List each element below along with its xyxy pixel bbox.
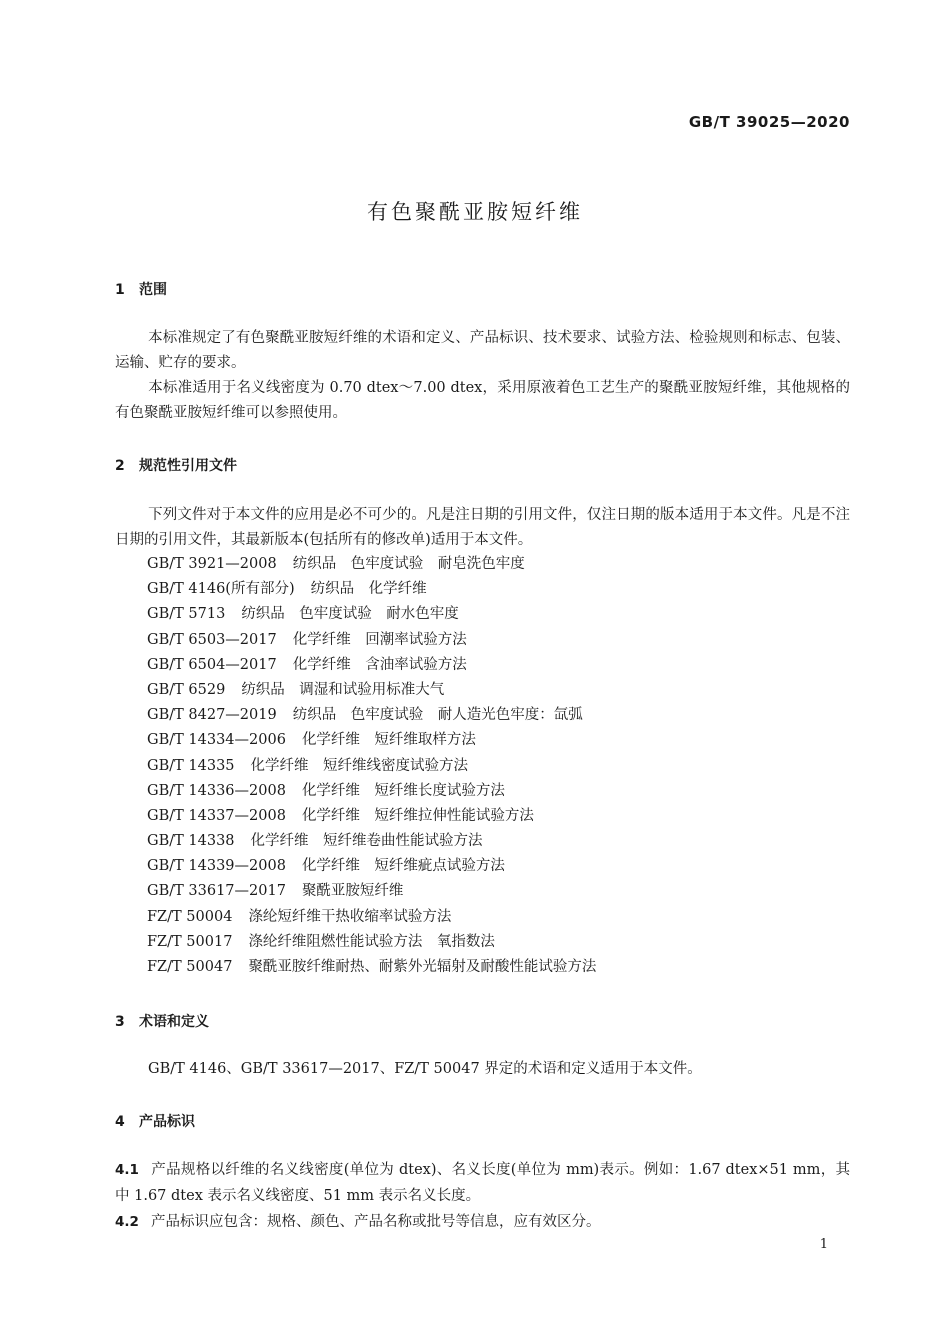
section-title: 范围 — [139, 282, 167, 298]
reference-item — [147, 678, 596, 703]
paragraph-text: 本标准规定了有色聚酰亚胺短纤维的术语和定义、产品标识、技术要求、试验方法、检验规则和标志、包装、运输、贮存的要求。 — [115, 330, 850, 371]
reference-title: 纺织品 化学纤维 — [310, 581, 427, 598]
reference-code: GB/T 14339—2008 — [147, 858, 286, 875]
paragraph-references-intro — [115, 503, 850, 553]
reference-item — [147, 829, 596, 854]
reference-item — [147, 552, 596, 577]
reference-list — [147, 552, 596, 980]
reference-title: 化学纤维 短纤维疵点试验方法 — [301, 858, 505, 875]
reference-item — [147, 854, 596, 879]
document-code: GB/T 39025—2020 — [688, 113, 850, 131]
clause-text: 产品标识应包含：规格、颜色、产品名称或批号等信息，应有效区分。 — [151, 1214, 601, 1230]
reference-code: FZ/T 50004 — [147, 908, 233, 925]
reference-title: 化学纤维 短纤维卷曲性能试验方法 — [250, 833, 483, 850]
reference-item — [147, 879, 596, 904]
reference-title: 化学纤维 短纤维取样方法 — [301, 732, 476, 749]
reference-code: GB/T 4146(所有部分) — [147, 581, 295, 598]
paragraph-scope-2 — [115, 376, 850, 426]
reference-item — [147, 577, 596, 602]
reference-title: 纺织品 色牢度试验 耐人造光色牢度：氙弧 — [292, 707, 583, 724]
clause-number: 4.2 — [115, 1214, 139, 1230]
section-heading-normative-references — [115, 455, 237, 475]
reference-code: GB/T 8427—2019 — [147, 707, 277, 724]
clause-4-2 — [115, 1209, 850, 1235]
reference-item — [147, 955, 596, 980]
clause-4-1 — [115, 1157, 850, 1209]
reference-item — [147, 703, 596, 728]
section-title: 产品标识 — [139, 1114, 195, 1130]
reference-code: GB/T 14335 — [147, 757, 235, 774]
reference-code: GB/T 33617—2017 — [147, 883, 286, 900]
reference-item — [147, 653, 596, 678]
reference-title: 化学纤维 含油率试验方法 — [292, 656, 467, 673]
section-number: 4 — [115, 1114, 125, 1130]
section-heading-product-marking — [115, 1111, 195, 1131]
clause-text: 产品规格以纤维的名义线密度(单位为 dtex)、名义长度(单位为 mm)表示。例如：1.67 dtex×51 mm，其中 1.67 dtex 表示名义线密度、51 mm 表示名义长度。 — [115, 1162, 850, 1204]
reference-code: FZ/T 50047 — [147, 959, 233, 975]
reference-item — [147, 728, 596, 753]
paragraph-text: 本标准适用于名义线密度为 0.70 dtex～7.00 dtex，采用原液着色工艺生产的聚酰亚胺短纤维，其他规格的有色聚酰亚胺短纤维可以参照使用。 — [115, 380, 850, 421]
reference-item — [147, 930, 596, 955]
reference-code: FZ/T 50017 — [147, 933, 233, 950]
section-number: 3 — [115, 1014, 125, 1030]
reference-code: GB/T 6503—2017 — [147, 631, 277, 648]
section-heading-terms — [115, 1011, 209, 1031]
section-title: 术语和定义 — [139, 1014, 209, 1030]
reference-title: 聚酰亚胺纤维耐热、耐紫外光辐射及耐酸性能试验方法 — [248, 959, 597, 975]
reference-item — [147, 628, 596, 653]
clause-number: 4.1 — [115, 1162, 139, 1178]
paragraph-scope-1 — [115, 326, 850, 376]
reference-title: 化学纤维 短纤维拉伸性能试验方法 — [301, 807, 534, 824]
reference-code: GB/T 3921—2008 — [147, 556, 277, 572]
reference-title: 纺织品 色牢度试验 耐皂洗色牢度 — [292, 556, 525, 572]
reference-code: GB/T 14338 — [147, 833, 235, 850]
reference-item — [147, 754, 596, 779]
paragraph-text: GB/T 4146、GB/T 33617—2017、FZ/T 50047 界定的术语和定义适用于本文件。 — [148, 1061, 702, 1077]
reference-code: GB/T 6504—2017 — [147, 656, 277, 673]
section-title: 规范性引用文件 — [139, 458, 237, 474]
reference-title: 化学纤维 短纤维线密度试验方法 — [250, 757, 469, 774]
section-heading-scope — [115, 279, 167, 299]
reference-item — [147, 804, 596, 829]
paragraph-text: 下列文件对于本文件的应用是必不可少的。凡是注日期的引用文件，仅注日期的版本适用于本文件。凡是不注日期的引用文件，其最新版本(包括所有的修改单)适用于本文件。 — [115, 507, 850, 548]
reference-title: 涤纶短纤维干热收缩率试验方法 — [248, 908, 452, 925]
reference-title: 化学纤维 回潮率试验方法 — [292, 631, 467, 648]
document-title: 有色聚酰亚胺短纤维 — [367, 200, 583, 224]
reference-code: GB/T 6529 — [147, 681, 226, 698]
reference-title: 化学纤维 短纤维长度试验方法 — [301, 782, 505, 799]
reference-code: GB/T 14336—2008 — [147, 782, 286, 799]
reference-code: GB/T 5713 — [147, 606, 226, 623]
reference-title: 聚酰亚胺短纤维 — [301, 883, 404, 900]
reference-code: GB/T 14334—2006 — [147, 732, 286, 749]
page-number: 1 — [819, 1237, 828, 1252]
reference-title: 纺织品 调湿和试验用标准大气 — [241, 681, 445, 698]
reference-item — [147, 905, 596, 930]
reference-title: 纺织品 色牢度试验 耐水色牢度 — [241, 606, 459, 623]
section-number: 1 — [115, 282, 125, 298]
section-number: 2 — [115, 458, 125, 474]
reference-item — [147, 602, 596, 627]
reference-item — [147, 779, 596, 804]
reference-code: GB/T 14337—2008 — [147, 807, 286, 824]
reference-title: 涤纶纤维阻燃性能试验方法 氧指数法 — [248, 933, 495, 950]
paragraph-terms — [115, 1057, 850, 1082]
